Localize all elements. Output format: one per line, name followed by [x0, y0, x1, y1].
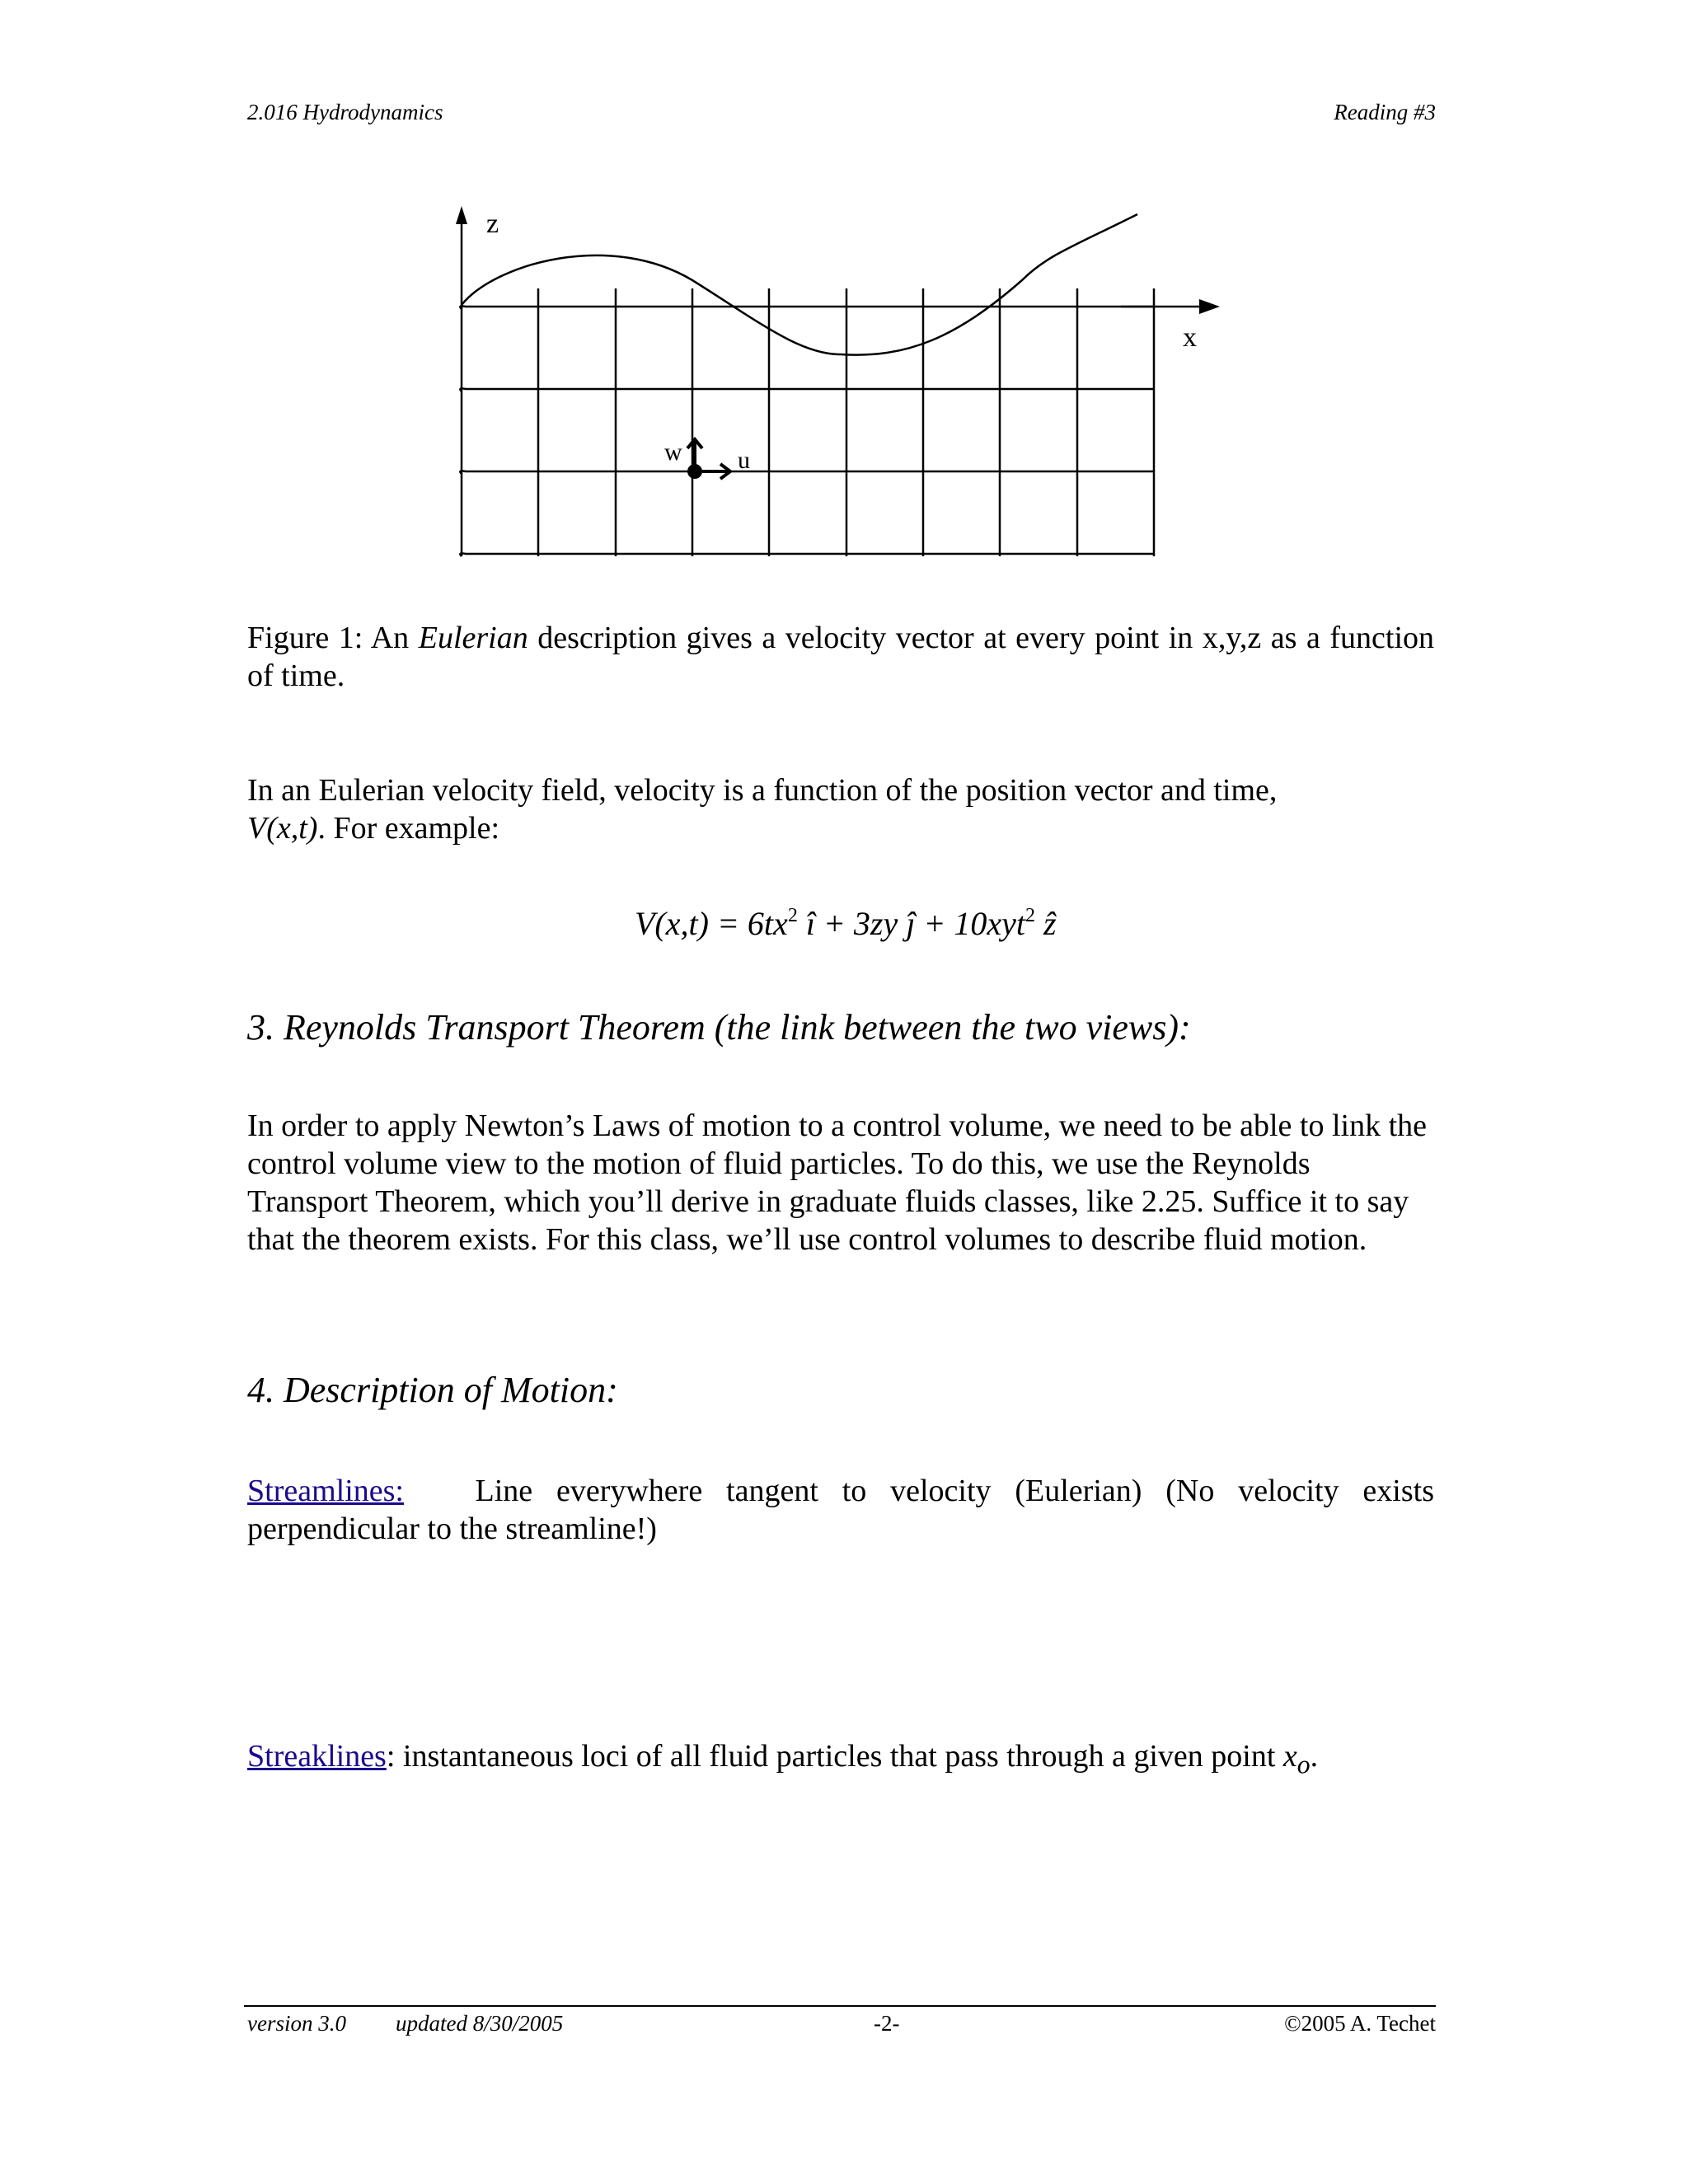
eulerian-paragraph: In an Eulerian velocity field, velocity is a function of the position vector and time, — [247, 773, 1278, 808]
equation-j-term: ĵ + 10xyt — [906, 905, 1025, 942]
footer-updated: updated 8/30/2005 — [396, 2011, 564, 2036]
equation-exp2: 2 — [1025, 905, 1035, 926]
equation-lhs: V(x,t) = 6tx — [635, 905, 788, 942]
streaklines-end: . — [1310, 1739, 1319, 1774]
streaklines-variable: x — [1282, 1739, 1297, 1774]
velocity-u-label: u — [738, 447, 750, 474]
eulerian-example-line — [247, 809, 499, 847]
header-course: 2.016 Hydrodynamics — [247, 100, 443, 124]
for-example-text: . For example: — [317, 811, 500, 846]
footer-page-number: -2- — [874, 2011, 900, 2036]
streamlines-link[interactable]: Streamlines: — [247, 1474, 404, 1508]
footer-divider — [244, 2005, 1436, 2007]
velocity-equation — [635, 895, 1057, 944]
streaklines-definition — [247, 1737, 1434, 1784]
inline-velocity-math: V(x,t) — [247, 811, 318, 846]
section-4-heading: 4. Description of Motion: — [247, 1370, 618, 1410]
equation-i-term: î + 3zy — [805, 905, 898, 942]
streaklines-subscript: o — [1296, 1750, 1311, 1779]
axis-x-label: x — [1183, 322, 1197, 353]
caption-prefix: Figure 1: An — [247, 621, 410, 655]
streaklines-text: : instantaneous loci of all fluid particles that pass through a given point — [386, 1739, 1276, 1774]
caption-italic-term: Eulerian — [418, 621, 528, 655]
equation-exp1: 2 — [787, 905, 798, 926]
footer-copyright: ©2005 A. Techet — [1284, 2011, 1436, 2036]
figure-caption — [247, 619, 1434, 695]
streaklines-link[interactable]: Streaklines — [247, 1739, 387, 1774]
section-3-heading: 3. Reynolds Transport Theorem (the link between the two views): — [247, 1007, 1191, 1047]
header-reading: Reading #3 — [1334, 100, 1436, 124]
velocity-w-label: w — [664, 438, 682, 466]
equation-z-term: ẑ — [1043, 905, 1057, 942]
streamlines-definition — [247, 1472, 1434, 1548]
streamlines-text: Line everywhere tangent to velocity (Eulerian) (No velocity exists perpendicular to the streamline!) — [247, 1474, 1434, 1546]
axis-z-label: z — [486, 209, 499, 239]
footer-version: version 3.0 — [247, 2011, 346, 2036]
caption-suffix: description gives a velocity vector at every point in x,y,z as a function of time. — [247, 621, 1435, 693]
section-3-paragraph: In order to apply Newton’s Laws of motion to a control volume, we need to be able to link the control volume view to the motion of fluid particles. To do this, we use the Reynolds Transport Theorem, which you’ll derive in graduate fluids classes, like 2.25. Suffice it to say that the theorem exists. For this class, we’ll use control volumes to describe fluid motion. — [247, 1108, 1427, 1257]
eulerian-grid-figure — [445, 206, 1236, 569]
